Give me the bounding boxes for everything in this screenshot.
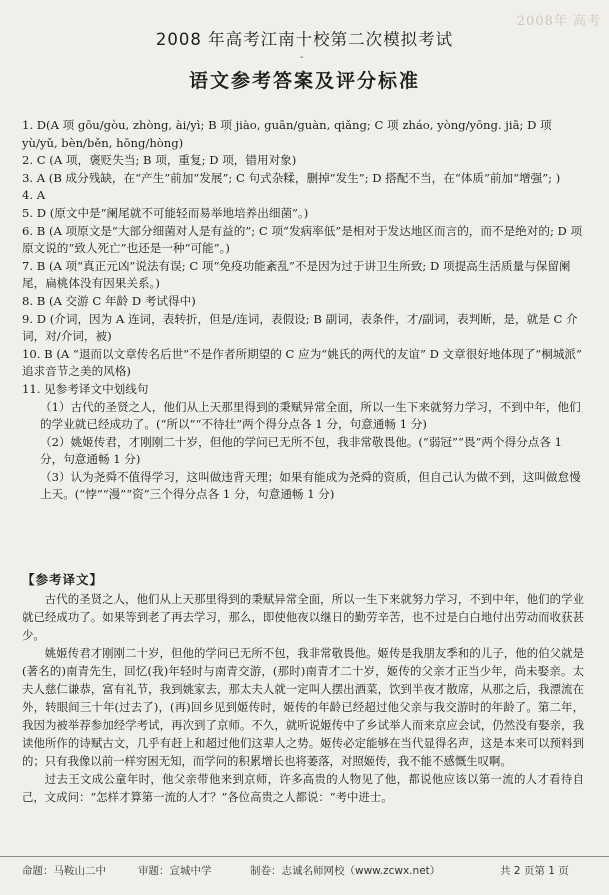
answer-item: 5. D (原文中是“阑尾就不可能轻而易举地培养出细菌”。): [22, 205, 309, 220]
watermark: 2008年 高考: [516, 14, 601, 29]
translation-answer-2: （2）姚姬传君，才刚刚二十岁，但他的学问已无所不包，我非常敬畏他。(“弱冠”“畏”两个得分点各 1 分，句意通畅 1 分): [40, 434, 563, 467]
reference-paragraph: 姚姬传君才刚刚二十岁，但他的学问已无所不包，我非常敬畏他。姬传是我朋友季和的儿子，他的伯父就是(著名的)南青先生，回忆(我)年轻时与南青交游，(那时)南青才二十岁，姬传的父亲才正当少年，尚未娶亲。太夫人慈仁谦恭，富有礼节，我到姚家去，那太夫人就一定叫人摆出酒菜，饮到半夜才散席，从那之后，我漂流在外，转眼间三十年(过去了)，(再)回乡见到姬传时，姬传的年龄已经超过他父亲与我交游时的年龄了。第二年，我因为被举荐参加经学考试，再次到了京师。不久，就听说姬传中了乡试举人而来京应会试，仍然没有娶亲，我读他所作的诗赋古文，几乎有赶上和超过他们这辈人之势。姬传必定能够在当代显得名声，这是本来可以预料到的；只有我像以前一样穷困无知，而学问的积累增长也将萎落，对照姬传，我不能不感慨生叹啊。: [22, 646, 584, 768]
title-separator: -: [300, 52, 304, 63]
answer-item: 1. D(A 项 gōu/gòu, zhòng, ài/yì; B 项 jiào, guān/guàn, qiǎng; C 项 zháo, yòng/yōng. jiā; D 项 yù/yǔ, bèn/běn, hōng/hòng): [22, 118, 552, 150]
answer-list: [22, 117, 584, 504]
reference-paragraph: 过去王文成公童年时，他父亲带他来到京师，许多高贵的人物见了他，都说他应该以第一流的人才看待自己，文成问：“怎样才算第一流的人才？”各位高贵之人都说：“考中进士。: [22, 772, 584, 804]
answer-item: 4. A: [22, 188, 46, 203]
footer-author: 命题：马鞍山二中: [22, 865, 106, 877]
answer-item: 3. A (B 成分残缺，在“产生”前加“发展”; C 句式杂糅，删掉“发生”; D 搭配不当，在“体质”前加“增强”; ): [22, 170, 561, 185]
answer-item: 8. B (A 交游 C 年龄 D 考试得中): [22, 293, 196, 308]
answer-item: 11. 见参考译文中划线句: [22, 381, 149, 396]
footer-reviewer: 审题：宣城中学: [138, 865, 212, 877]
answer-item: 2. C (A 项，褒贬失当; B 项，重复; D 项，错用对象): [22, 153, 297, 168]
document-subtitle: 语文参考答案及评分标准: [188, 70, 420, 92]
answer-item: 9. D (介词，因为 A 连词，表转折，但是/连词，表假设; B 副词，表条件，才/副词，表判断，是，就是 C 介词，对/介词，被): [22, 311, 578, 344]
exam-title: 2008 年高考江南十校第二次模拟考试: [155, 30, 454, 49]
answer-item: 10. B (A “退而以文章传名后世”不是作者所期望的 C 应为“姚氏的两代的友谊” D 文章很好地体现了“桐城派” 追求音节之美的风格): [22, 346, 582, 379]
translation-answer-3: （3）认为尧舜不值得学习，这叫做违背天理；如果有能成为尧舜的资质，但自己认为做不到，这叫做怠慢上天。(“悖”“漫”“资”三个得分点各 1 分，句意通畅 1 分): [40, 469, 581, 502]
translation-answer-1: （1）古代的圣贤之人，他们从上天那里得到的秉赋异常全面，所以一生下来就努力学习，不到中年，他们的学业就已经成功了。(“所以”“不待壮”两个得分点各 1 分，句意通畅 1 分): [40, 399, 581, 432]
footer-producer: 制卷：志诚名师网校（www.zcwx.net）: [250, 865, 441, 877]
reference-paragraph: 古代的圣贤之人，他们从上天那里得到的秉赋异常全面，所以一生下来就努力学习，不到中年，他们的学业就已经成功了。如果等到老了再去学习，那么，即使他夜以继日的勤劳辛苦，也不过是白白地付出劳动而收获甚少。: [22, 592, 584, 642]
page-footer: [0, 856, 609, 895]
footer-page-number: 共 2 页第 1 页: [500, 865, 569, 877]
reference-heading: 【参考译文】: [22, 572, 104, 587]
answer-item: 7. B (A 项“真正元凶”说法有误; C 项“免疫功能紊乱”不是因为过于讲卫生所致; D 项提高生活质量与保留阑尾，扁桃体没有因果关系。): [22, 258, 571, 291]
answer-item: 6. B (A 项原文是“大部分细菌对人是有益的”; C 项“发病率低”是相对于发达地区而言的，而不是绝对的; D 项原文说的“致人死亡”也还是一种“可能”。): [22, 223, 583, 256]
reference-translation: [22, 590, 584, 806]
